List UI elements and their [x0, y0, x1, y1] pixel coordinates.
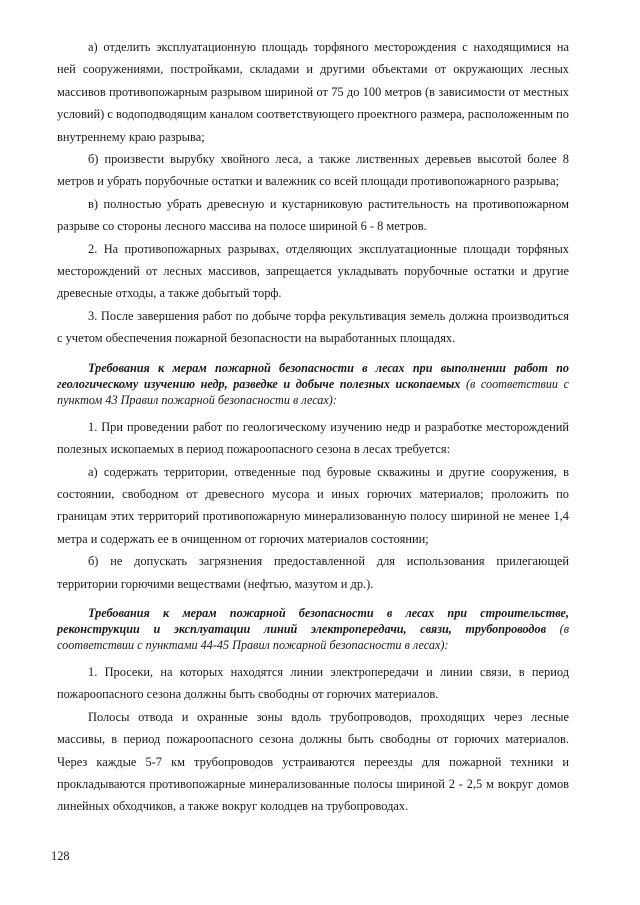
- page-number: 128: [51, 849, 70, 863]
- paragraph-geology-1a: а) содержать территории, отведенные под буровые скважины и другие сооружения, в состоянии, свободном от древесного мусора и иных горючих материалов; проложить по границам этих территорий противопожарную минерализованную полосу шириной не менее 1,4 метра и содержать ее в очищенном от горючих материалов состоянии;: [57, 464, 569, 546]
- section-heading-lines-ref: (в соответствии с пунктами 44-45 Правил пожарной безопасности в лесах):: [57, 621, 569, 652]
- paragraph-1c: в) полностью убрать древесную и кустарниковую растительность на противопожарном разрыве со стороны лесного массива на полосе шириной 6 - 8 метров.: [57, 196, 569, 234]
- section-heading-geology-ref: (в соответствии с пунктом 43 Правил пожарной безопасности в лесах):: [57, 376, 569, 407]
- paragraph-3: 3. После завершения работ по добыче торфа рекультивация земель должна производиться с учетом обеспечения пожарной безопасности на выработанных площадях.: [57, 308, 569, 346]
- paragraph-geology-1: 1. При проведении работ по геологическому изучению недр и разработке месторождений полезных ископаемых в период пожароопасного сезона в лесах требуется:: [57, 419, 569, 457]
- paragraph-geology-1b: б) не допускать загрязнения предоставленной для использования прилегающей территории горючими веществами (нефтью, мазутом и др.).: [57, 554, 569, 591]
- paragraph-1a: а) отделить эксплуатационную площадь торфяного месторождения с находящимися на ней сооружениями, постройками, складами и другими объектами от окружающих лесных массивов противопожарным разрывом шириной от 75 до 100 метров (в зависимости от местных условий) с водоподводящим каналом соответствующего проектного размера, расположенным по внутреннему краю разрыва;: [57, 40, 569, 144]
- paragraph-2: 2. На противопожарных разрывах, отделяющих эксплуатационные площади торфяных месторождений от лесных массивов, запрещается укладывать порубочные остатки и другие древесные отходы, а также добытый торф.: [57, 241, 569, 301]
- section-heading-geology: [57, 360, 569, 408]
- paragraph-lines-1: 1. Просеки, на которых находятся линии электропередачи и линии связи, в период пожароопасного сезона должны быть свободны от горючих материалов.: [57, 664, 569, 702]
- document-page: [57, 36, 569, 818]
- paragraph-lines-2: Полосы отвода и охранные зоны вдоль трубопроводов, проходящих через лесные массивы, в период пожароопасного сезона должны быть свободны от горючих материалов. Через каждые 5-7 км трубопроводов устраиваются переезды для пожарной техники и прокладываются противопожарные минерализованные полосы шириной 2 - 2,5 м вокруг домов линейных обходчиков, а также вокруг колодцев на трубопроводах.: [57, 709, 569, 814]
- section-heading-geology-title: Требования к мерам пожарной безопасности в лесах при выполнении работ по геологическому изучению недр, разведке и добыче полезных ископаемых: [57, 360, 569, 391]
- section-heading-lines-title: Требования к мерам пожарной безопасности в лесах при строительстве, реконструкции и эксплуатации линий электропередачи, связи, трубопроводов: [57, 605, 569, 636]
- paragraph-1b: б) произвести вырубку хвойного леса, а также лиственных деревьев высотой более 8 метров и убрать порубочные остатки и валежник со всей площади противопожарного разрыва;: [57, 152, 569, 189]
- section-heading-lines: [57, 605, 569, 653]
